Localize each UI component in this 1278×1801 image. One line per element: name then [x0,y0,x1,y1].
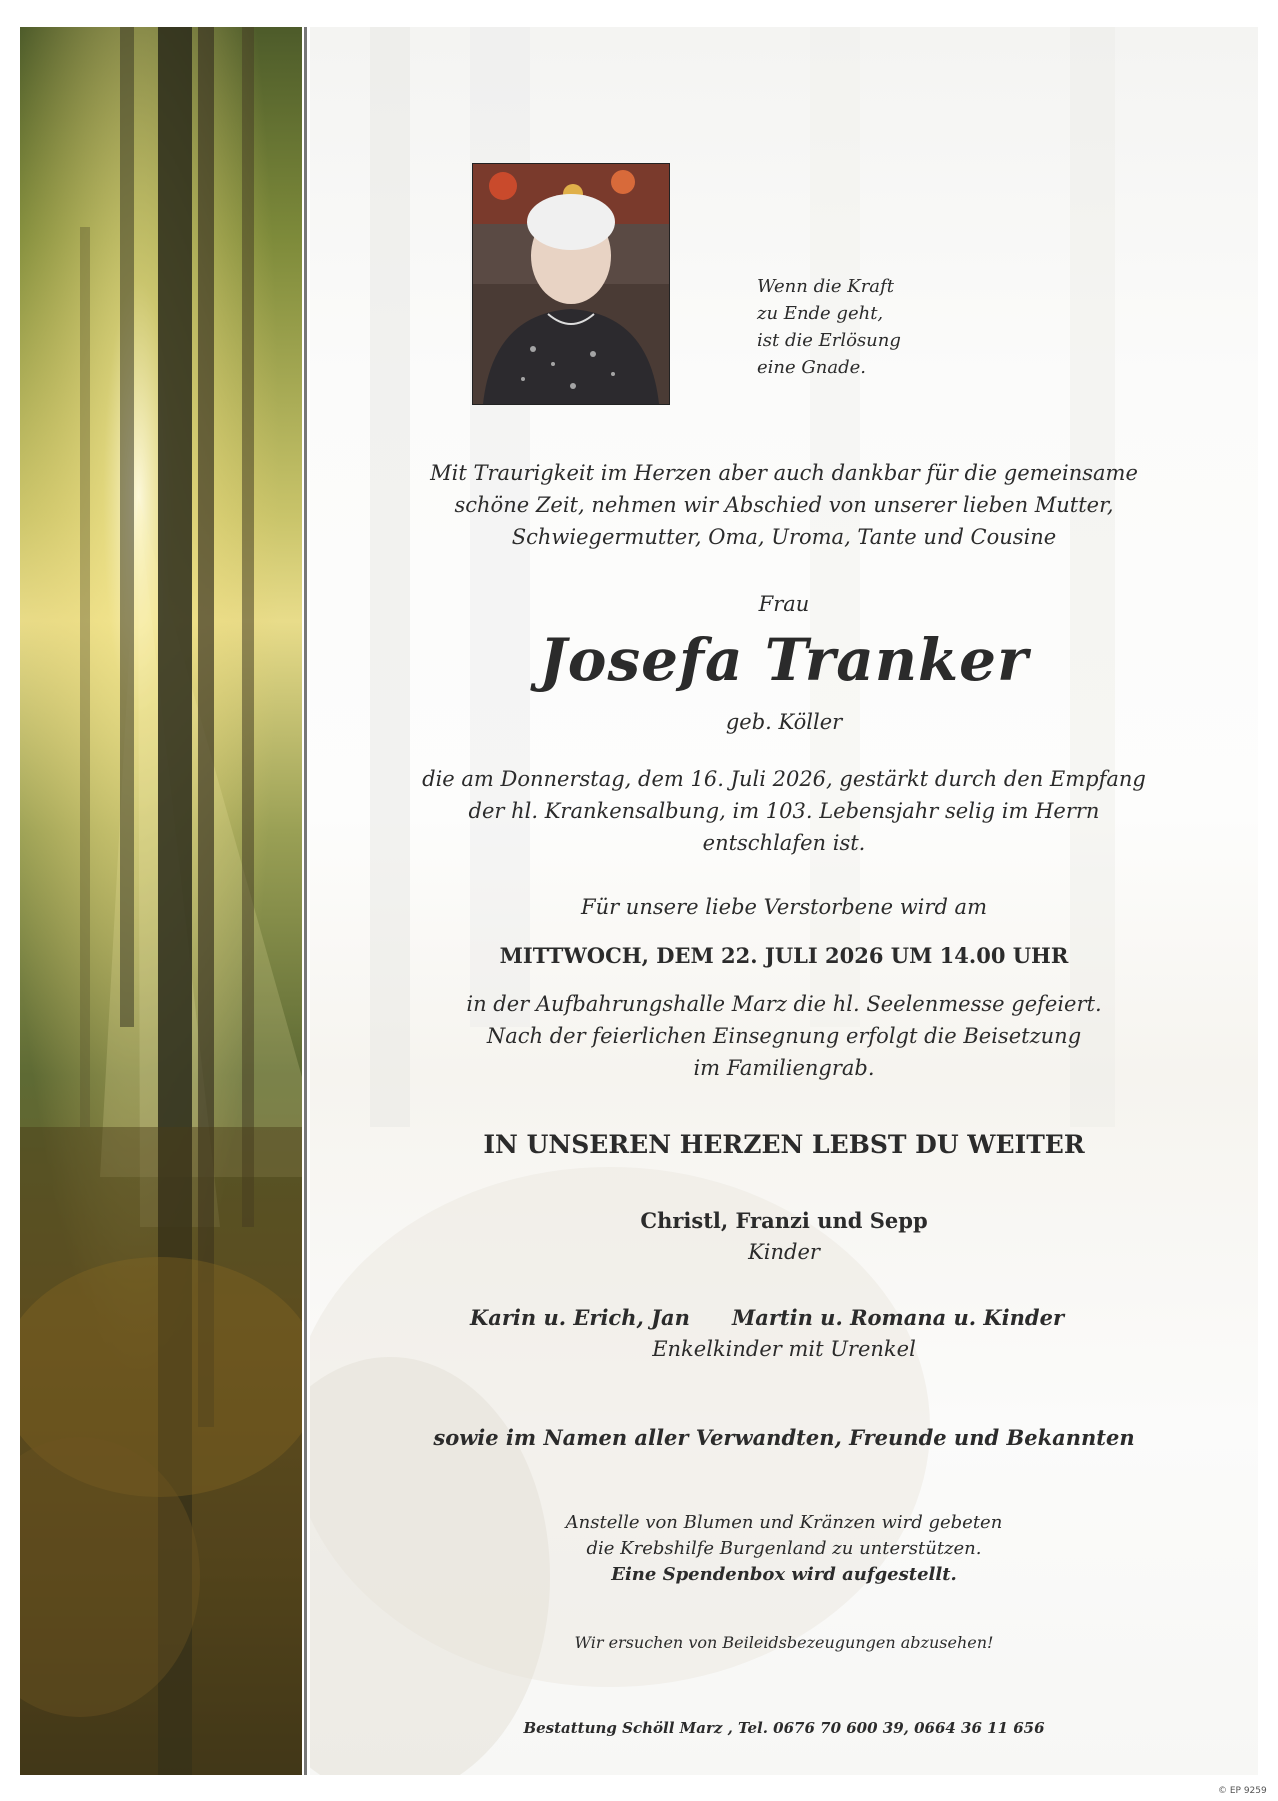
death-notice-line: die am Donnerstag, dem 16. Juli 2026, gestärkt durch den Empfang [422,767,1146,791]
motto: IN UNSEREN HERZEN LEBST DU WEITER [483,1130,1085,1159]
quote-line: zu Ende geht, [757,303,884,324]
service-intro: Für unsere liebe Verstorbene wird am [581,895,987,919]
relatives-line: sowie im Namen aller Verwandten, Freunde und Bekannten [433,1425,1135,1450]
deceased-name: Josefa Tranker [539,626,1029,694]
children-names: Christl, Franzi und Sepp [640,1208,928,1233]
donation-box: Eine Spendenbox wird aufgestellt. [611,1564,957,1585]
service-detail-line: in der Aufbahrungshalle Marz die hl. Seelenmesse gefeiert. [466,992,1102,1016]
print-code: © EP 9259 [1218,1786,1267,1796]
forest-photo [20,27,302,1775]
grandchildren-left: Karin u. Erich, Jan [470,1305,690,1330]
quote-line: eine Gnade. [757,357,866,378]
service-detail-line: im Familiengrab. [693,1056,875,1080]
service-date: MITTWOCH, DEM 22. JULI 2026 UM 14.00 UHR [499,943,1069,968]
maiden-name: geb. Köller [725,710,843,734]
grandchildren-label: Enkelkinder mit Urenkel [652,1337,916,1361]
quote-line: Wenn die Kraft [757,276,894,297]
grandchildren-right: Martin u. Romana u. Kinder [732,1305,1065,1330]
donation-line: Anstelle von Blumen und Kränzen wird gebeten [565,1512,1003,1533]
children-label: Kinder [748,1240,820,1264]
death-notice-line: der hl. Krankensalbung, im 103. Lebensjahr selig im Herrn [468,799,1100,823]
service-detail-line: Nach der feierlichen Einsegnung erfolgt die Beisetzung [486,1024,1082,1048]
quote [757,273,957,381]
death-notice-line: entschlafen ist. [702,831,866,855]
condolence-note: Wir ersuchen von Beileidsbezeugungen abzusehen! [574,1633,994,1652]
donation-line: die Krebshilfe Burgenland zu unterstützen. [586,1538,982,1559]
intro-line: Mit Traurigkeit im Herzen aber auch dankbar für die gemeinsame [430,461,1138,485]
divider-line [304,27,307,1775]
salutation: Frau [758,592,810,616]
intro-line: Schwiegermutter, Oma, Uroma, Tante und Cousine [511,525,1057,549]
intro-line: schöne Zeit, nehmen wir Abschied von unserer lieben Mutter, [454,493,1114,517]
undertaker-contact: Bestattung Schöll Marz , Tel. 0676 70 600 39, 0664 36 11 656 [523,1719,1045,1737]
portrait-photo [472,163,670,405]
quote-line: ist die Erlösung [757,330,901,351]
